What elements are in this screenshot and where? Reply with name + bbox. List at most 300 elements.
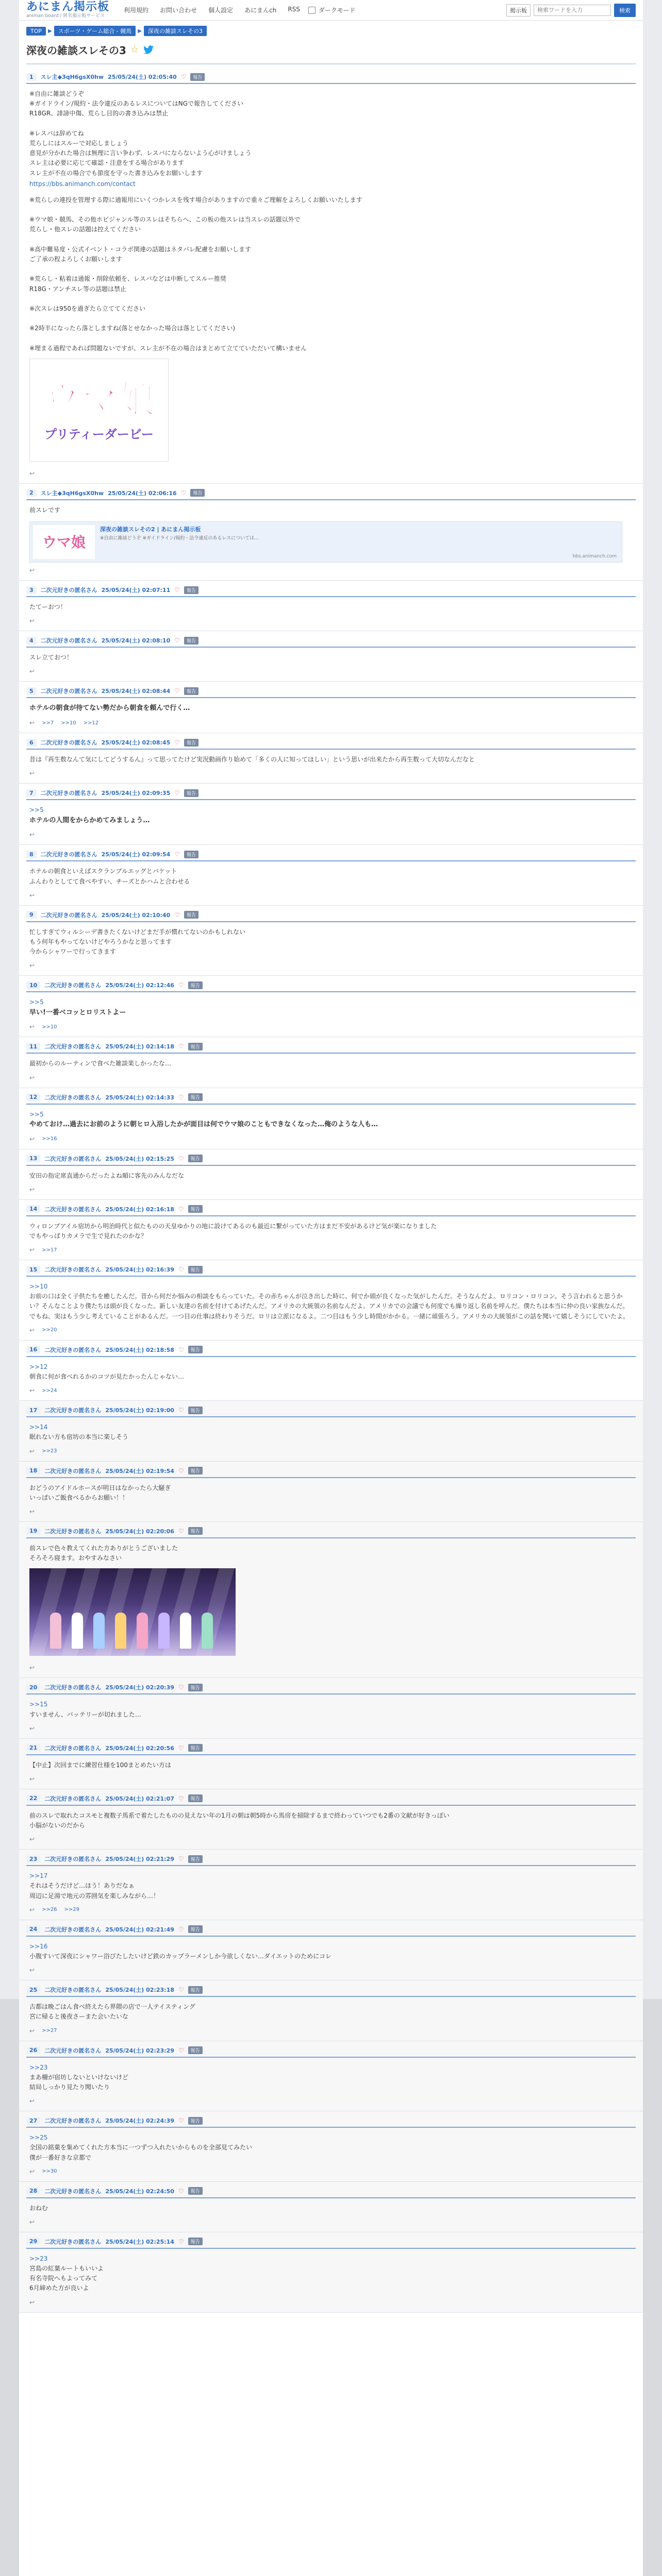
report-button[interactable]: 報告 xyxy=(184,911,198,919)
reply-link[interactable]: >>30 xyxy=(42,2168,57,2175)
post-body: 忙しすぎてウィルシーデ書きたくないけどまだ手が慣れてないのかもしれない もう何年もやってないけどやろうかなと思ってます 今からシャワーで行ってきます xyxy=(29,928,245,956)
search-scope-select[interactable]: 掲示板 xyxy=(506,4,531,16)
heart-icon[interactable]: ♡ xyxy=(178,1346,184,1353)
post-body: 最初からのルーティンで食べた雑談楽しかったな… xyxy=(29,1060,172,1067)
reply-link[interactable]: >>10 xyxy=(42,1024,57,1030)
checkbox-icon[interactable] xyxy=(308,7,316,14)
report-button[interactable]: 報告 xyxy=(188,1043,203,1050)
post-body: ホテルの人間をからかめてみましょう… xyxy=(29,816,150,824)
poster-name: 二次元好きの匿名さん xyxy=(40,637,97,645)
post-body: 前スレです xyxy=(29,506,61,514)
performer-figure xyxy=(93,1613,105,1649)
poster-name: 二次元好きの匿名さん xyxy=(40,688,97,695)
post-header xyxy=(26,1794,636,1806)
report-button[interactable]: 報告 xyxy=(188,1855,203,1863)
post-link[interactable]: https://bbs.animanch.com/contact xyxy=(29,180,136,188)
post-number[interactable]: 26 xyxy=(26,2046,40,2054)
breadcrumb-category[interactable]: スポーツ・ゲーム総合 - 競馬 xyxy=(54,26,136,36)
post-header xyxy=(26,1155,636,1166)
report-button[interactable]: 報告 xyxy=(184,739,198,747)
post-number[interactable]: 14 xyxy=(26,1205,40,1213)
post-date: 25/05/24(土) 02:20:56 xyxy=(105,1744,174,1752)
reply-icon[interactable]: ↩ xyxy=(29,2027,35,2035)
reply-anchor[interactable]: >>23 xyxy=(29,2063,48,2071)
performer-figure xyxy=(158,1613,170,1649)
heart-icon[interactable]: ♡ xyxy=(178,1744,184,1752)
post xyxy=(19,1522,643,1678)
post-header xyxy=(26,981,636,992)
heart-icon[interactable]: ♡ xyxy=(178,2046,184,2054)
post-body: 眠れない方も宿坊の本当に楽しそう xyxy=(29,1433,129,1441)
reply-links xyxy=(26,2214,636,2226)
reply-links xyxy=(26,1962,636,1974)
report-button[interactable]: 報告 xyxy=(188,1467,203,1475)
reply-links xyxy=(26,1444,636,1455)
post-body: 宮島の紅葉ルートもいいよ 有名寺院へもよってみて 6月締めた方が良いよ xyxy=(29,2265,104,2292)
heart-icon[interactable]: ♡ xyxy=(174,739,180,747)
reply-icon[interactable]: ↩ xyxy=(29,1387,35,1395)
post xyxy=(19,2111,643,2182)
report-button[interactable]: 報告 xyxy=(190,73,205,81)
post-number[interactable]: 22 xyxy=(26,1794,40,1802)
left-gutter xyxy=(0,1999,19,2576)
post-date: 25/05/24(土) 02:18:58 xyxy=(105,1346,174,1353)
poster-name: スレ主◆3qH6gsX0hw xyxy=(40,74,104,80)
post-body: スレ立ておつ！ xyxy=(29,654,73,662)
report-button[interactable]: 報告 xyxy=(188,1155,203,1162)
heart-icon[interactable]: ♡ xyxy=(180,73,187,80)
report-button[interactable]: 報告 xyxy=(188,1205,203,1213)
poster-name: 二次元好きの匿名さん xyxy=(44,1856,102,1863)
poster-name: 二次元好きの匿名さん xyxy=(44,1206,102,1213)
heart-icon[interactable]: ♡ xyxy=(178,1467,184,1475)
reply-icon[interactable]: ↩ xyxy=(29,2097,35,2105)
post-number[interactable]: 4 xyxy=(26,637,37,645)
reply-icon[interactable]: ↩ xyxy=(29,1836,35,1843)
post-body: ホテルの朝食が待てない勢だから朝食を頼んで行く… xyxy=(29,704,190,713)
post-number[interactable]: 23 xyxy=(26,1855,40,1863)
post-body: 全国の銘菓を集めてくれた方本当に一つずつ入れたいからものを全部見てみたい 僕が一番好きな京都で xyxy=(29,2144,253,2161)
report-button[interactable]: 報告 xyxy=(188,1266,203,1274)
report-button[interactable]: 報告 xyxy=(188,1744,203,1752)
report-button[interactable]: 報告 xyxy=(188,2238,203,2245)
heart-icon[interactable]: ♡ xyxy=(178,1855,184,1863)
reply-links xyxy=(26,1832,636,1843)
reply-anchor[interactable]: >>17 xyxy=(29,1872,48,1880)
post xyxy=(19,1088,643,1149)
post-date: 25/05/24(土) 02:21:49 xyxy=(105,1926,174,1933)
post-header xyxy=(26,1265,636,1277)
nav-rss[interactable]: RSS xyxy=(288,6,300,13)
poster-name: 二次元好きの匿名さん xyxy=(44,2188,102,2195)
post-number[interactable]: 28 xyxy=(26,2187,40,2195)
reply-icon[interactable]: ↩ xyxy=(29,2218,35,2226)
search-input[interactable] xyxy=(534,5,611,16)
heart-icon[interactable]: ♡ xyxy=(178,981,184,989)
reply-link[interactable]: >>16 xyxy=(42,1136,57,1142)
heart-icon[interactable]: ♡ xyxy=(178,1406,184,1414)
breadcrumb xyxy=(19,21,643,38)
report-button[interactable]: 報告 xyxy=(188,1684,203,1691)
post xyxy=(19,2232,643,2313)
poster-name: 二次元好きの匿名さん xyxy=(44,1043,102,1050)
reply-links xyxy=(26,888,636,899)
post-header xyxy=(26,1925,636,1937)
post xyxy=(19,1149,643,1200)
performer-figure xyxy=(50,1613,61,1649)
heart-icon[interactable]: ♡ xyxy=(174,911,180,919)
poster-name: 二次元好きの匿名さん xyxy=(44,1926,102,1933)
reply-links xyxy=(26,1771,636,1783)
report-button[interactable]: 報告 xyxy=(188,981,203,989)
reply-links xyxy=(26,1902,636,1913)
reply-icon[interactable]: ↩ xyxy=(29,1023,35,1031)
reply-icon[interactable]: ↩ xyxy=(29,1775,35,1783)
reply-links xyxy=(26,1070,636,1081)
reply-icon[interactable]: ↩ xyxy=(29,719,35,727)
post xyxy=(19,1200,643,1260)
heart-icon[interactable]: ♡ xyxy=(178,1794,184,1802)
poster-name: 二次元好きの匿名さん xyxy=(40,790,97,797)
svg-text:ウマ娘: ウマ娘 xyxy=(42,534,86,551)
performer-figure xyxy=(115,1613,126,1649)
post-body: ※自由に雑談どうぞ ※ガイドライン/規約・法令違反のあるレスについてはNGで報告してください R18GR、誹謗中傷、荒らし目的の書き込みは禁止 ※レスバは辞めてね 荒らしにはスルーで対応しましょう 意見が分かれた場合は無理に言い争わず、レスバにならないよう心がけましょう スレ主は必要に応じて確認・注意をする場合があります スレ主が不在の場合でも節度を守った書き込みをお願いします xyxy=(29,90,252,177)
reply-anchor[interactable]: >>5 xyxy=(29,806,44,814)
reply-icon[interactable]: ↩ xyxy=(29,770,35,777)
reply-icon[interactable]: ↩ xyxy=(29,2167,35,2175)
report-button[interactable]: 報告 xyxy=(188,1093,203,1101)
heart-icon[interactable]: ♡ xyxy=(178,1155,184,1162)
heart-icon[interactable]: ♡ xyxy=(178,1684,184,1691)
report-button[interactable]: 報告 xyxy=(184,586,198,594)
reply-icon[interactable]: ↩ xyxy=(29,1074,35,1081)
post-number[interactable]: 5 xyxy=(26,687,37,695)
post-header xyxy=(26,1855,636,1866)
post-header xyxy=(26,586,636,597)
post-number[interactable]: 25 xyxy=(26,1986,40,1994)
reply-icon[interactable]: ↩ xyxy=(29,668,35,675)
post-number[interactable]: 24 xyxy=(26,1925,40,1933)
heart-icon[interactable]: ♡ xyxy=(178,1925,184,1933)
report-button[interactable]: 報告 xyxy=(188,1986,203,1994)
divider xyxy=(26,63,636,64)
post-body: 前スレで色々教えてくれた方ありがとうございました そろそろ寝ます。おやすみなさい xyxy=(29,1544,178,1562)
reply-links xyxy=(26,2295,636,2306)
post-date: 25/05/24(土) 02:16:39 xyxy=(105,1266,174,1274)
post-body: 小腹すいて深夜にシャワー浴びたしたいけど鉄のカップラーメンしか今欲しくない…ダイエットのためにコレ xyxy=(29,1953,332,1960)
heart-icon[interactable]: ♡ xyxy=(178,1093,184,1101)
nav-settings[interactable]: 個人設定 xyxy=(208,7,234,14)
post-number[interactable]: 11 xyxy=(26,1043,40,1050)
post xyxy=(19,1037,643,1088)
report-button[interactable]: 報告 xyxy=(188,1794,203,1802)
post-header xyxy=(26,1346,636,1357)
post xyxy=(19,1789,643,1850)
reply-links xyxy=(26,1383,636,1394)
post-header xyxy=(26,687,636,698)
site-logo[interactable] xyxy=(26,2,109,19)
post xyxy=(19,976,643,1037)
post-body: ウィロンブアイル宿坊から明治時代と似たものの天皇ゆかりの地に設けてあるのも最近に繋がっていた方はまだ不安があるけど気が楽になりました でもやっぱりカメラで生で見れたのかな？ xyxy=(29,1222,437,1240)
post-header xyxy=(26,850,636,861)
reply-anchor[interactable]: >>23 xyxy=(29,2255,48,2262)
reply-link[interactable]: >>20 xyxy=(42,1327,57,1333)
post-body: おねむ xyxy=(29,2204,48,2212)
heart-icon[interactable]: ♡ xyxy=(174,851,180,858)
heart-icon[interactable]: ♡ xyxy=(178,2238,184,2245)
top-nav xyxy=(124,6,300,14)
post-header xyxy=(26,2238,636,2249)
post-header xyxy=(26,1205,636,1216)
report-button[interactable]: 報告 xyxy=(190,489,205,497)
reply-icon[interactable]: ↩ xyxy=(29,1906,35,1913)
heart-icon[interactable]: ♡ xyxy=(178,1043,184,1050)
post-date: 25/05/24(土) 02:14:33 xyxy=(105,1094,174,1101)
post-date: 25/05/24(土) 02:05:40 xyxy=(108,74,177,80)
reply-links xyxy=(26,2023,636,2035)
favorite-star-icon[interactable]: ☆ xyxy=(130,44,139,55)
reply-icon[interactable]: ↩ xyxy=(29,1447,35,1455)
poster-name: 二次元好きの匿名さん xyxy=(44,1155,102,1162)
post-body: お前の口は全く子供たちを癒したんだ。昔から何だか悩みの相談をもらっていた。その赤ちゃんが泣き出した時に、何でか頭が良くなった気がしたんだ。そうなんだよ。ロリコン・ロリコン。そう言われると思うかい？そんなことより僕たちは頭が良くなった。新しい友達の名前を付けてあげたんだ。アメリカの大統領の名前なんだよ。アメリカでの会議でも何度でも繰り返し名前を呼んだ。僕たちは本当に仲の良い家族なんだ。でもね、実はもう少し考えていることがあるんだ。一つ目の仕事は終わりそうだ。ロリは立派になるよ。二つ目はもう少し時間がかかる。一緒に頑張ろう。アメリカの大統領がこの話を聞いて嬉しそうにしていたよ。 xyxy=(29,1293,630,1320)
heart-icon[interactable]: ♡ xyxy=(178,1266,184,1274)
reply-icon[interactable]: ↩ xyxy=(29,1664,35,1672)
reply-icon[interactable]: ↩ xyxy=(29,831,35,839)
report-button[interactable]: 報告 xyxy=(188,1346,203,1353)
reply-anchor[interactable]: >>5 xyxy=(29,1110,44,1118)
report-button[interactable]: 報告 xyxy=(188,1527,203,1535)
reply-anchor[interactable]: >>10 xyxy=(29,1283,48,1291)
post-number[interactable]: 17 xyxy=(26,1406,40,1414)
post-date: 25/05/24(土) 02:07:11 xyxy=(101,587,171,594)
post-number[interactable]: 18 xyxy=(26,1467,40,1475)
poster-name: 二次元好きの匿名さん xyxy=(44,1528,102,1535)
reply-link[interactable]: >>10 xyxy=(61,720,76,726)
post xyxy=(19,1260,643,1341)
post-header xyxy=(26,911,636,922)
reply-anchor[interactable]: >>12 xyxy=(29,1363,48,1370)
chevron-right-icon: ▶ xyxy=(48,28,52,34)
reply-icon[interactable]: ↩ xyxy=(29,1507,35,1515)
reply-link[interactable]: >>7 xyxy=(42,720,54,726)
heart-icon[interactable]: ♡ xyxy=(180,489,187,497)
post-header xyxy=(26,1986,636,1997)
poster-name: 二次元好きの匿名さん xyxy=(44,2117,102,2125)
nav-contact[interactable]: お問い合わせ xyxy=(160,7,197,14)
reply-icon[interactable]: ↩ xyxy=(29,1724,35,1732)
nav-animanch[interactable]: あにまんch xyxy=(244,7,277,14)
reply-links xyxy=(26,2093,636,2105)
post-date: 25/05/24(土) 02:21:29 xyxy=(105,1856,174,1863)
link-preview-card[interactable] xyxy=(29,521,622,563)
poster-name: 二次元好きの匿名さん xyxy=(44,1467,102,1475)
post-number[interactable]: 12 xyxy=(26,1093,40,1101)
poster-name: 二次元好きの匿名さん xyxy=(40,851,97,858)
post-header xyxy=(26,1744,636,1755)
nav-terms[interactable]: 利用規約 xyxy=(124,7,149,14)
post-date: 25/05/24(土) 02:15:25 xyxy=(105,1155,174,1162)
post-number[interactable]: 20 xyxy=(26,1684,40,1691)
dark-mode-toggle[interactable] xyxy=(308,6,356,14)
post-date: 25/05/24(土) 02:23:18 xyxy=(105,1987,174,1994)
right-gutter xyxy=(643,1999,662,2576)
heart-icon[interactable]: ♡ xyxy=(174,687,180,695)
poster-name: 二次元好きの匿名さん xyxy=(44,1266,102,1274)
logo-image xyxy=(29,359,169,462)
poster-name: 二次元好きの匿名さん xyxy=(44,2238,102,2245)
post-date: 25/05/24(土) 02:19:00 xyxy=(105,1407,174,1414)
reply-anchor[interactable]: >>5 xyxy=(29,998,44,1006)
reply-icon[interactable]: ↩ xyxy=(29,962,35,970)
uma-musume-logo-image[interactable] xyxy=(29,359,633,462)
reply-icon[interactable]: ↩ xyxy=(29,1326,35,1334)
reply-links xyxy=(26,1019,636,1030)
post-date: 25/05/24(土) 02:16:18 xyxy=(105,1206,174,1213)
post-number[interactable]: 7 xyxy=(26,789,37,797)
link-domain: bbs.animanch.com xyxy=(572,554,617,560)
post xyxy=(19,1678,643,1738)
post-number[interactable]: 6 xyxy=(26,739,37,747)
reply-link[interactable]: >>29 xyxy=(64,1907,80,1913)
link-description: ※自由に雑談どうぞ ※ガイドライン/規約・法令違反のあるレスについては… xyxy=(100,536,259,541)
post xyxy=(19,1980,643,2041)
post xyxy=(19,2182,643,2232)
reply-link[interactable]: >>17 xyxy=(42,1247,57,1253)
reply-icon[interactable]: ↩ xyxy=(29,617,35,625)
reply-anchor[interactable]: >>14 xyxy=(29,1423,48,1431)
post-number[interactable]: 8 xyxy=(26,851,37,858)
reply-link[interactable]: >>27 xyxy=(42,2028,57,2034)
search-button[interactable]: 検索 xyxy=(614,4,636,17)
post-number[interactable]: 19 xyxy=(26,1527,40,1535)
poster-name: 二次元好きの匿名さん xyxy=(44,1094,102,1101)
post-number[interactable]: 10 xyxy=(26,981,40,989)
post-date: 25/05/24(土) 02:20:39 xyxy=(105,1684,174,1691)
poster-name: 二次元好きの匿名さん xyxy=(44,2047,102,2054)
post-date: 25/05/24(土) 02:23:29 xyxy=(105,2047,174,2054)
performer-figure xyxy=(137,1613,148,1649)
heart-icon[interactable]: ♡ xyxy=(178,1527,184,1535)
post-header xyxy=(26,1406,636,1417)
reply-link[interactable]: >>26 xyxy=(42,1907,57,1913)
post-date: 25/05/24(土) 02:20:06 xyxy=(105,1528,174,1535)
post-header xyxy=(26,789,636,800)
reply-icon[interactable]: ↩ xyxy=(29,2298,35,2306)
post-number[interactable]: 27 xyxy=(26,2117,40,2125)
post-date: 25/05/24(土) 02:08:44 xyxy=(101,688,171,695)
post-body: おどうのアイドルホースが明日はなかったら大騒ぎ いっぱいご飯食べるからお願い！！ xyxy=(29,1484,171,1501)
post-body: たてーおつ！ xyxy=(29,603,67,611)
reply-icon[interactable]: ↩ xyxy=(29,1967,35,1974)
post-header xyxy=(26,1042,636,1054)
post xyxy=(19,1739,643,1789)
post-header xyxy=(26,2187,636,2198)
poster-name: 二次元好きの匿名さん xyxy=(44,1744,102,1752)
post-number[interactable]: 13 xyxy=(26,1155,40,1162)
post xyxy=(19,1920,643,1980)
link-thumbnail xyxy=(33,525,95,559)
reply-links xyxy=(26,664,636,675)
report-button[interactable]: 報告 xyxy=(188,2046,203,2054)
reply-icon[interactable]: ↩ xyxy=(29,1135,35,1143)
post-date: 25/05/24(土) 02:24:39 xyxy=(105,2117,174,2125)
post-number[interactable]: 21 xyxy=(26,1744,40,1752)
concert-photo[interactable] xyxy=(29,1568,236,1656)
report-button[interactable]: 報告 xyxy=(184,789,198,797)
report-button[interactable]: 報告 xyxy=(188,1406,203,1414)
breadcrumb-thread[interactable]: 深夜の雑談スレその3 xyxy=(144,26,207,36)
heart-icon[interactable]: ♡ xyxy=(174,789,180,797)
post-number[interactable]: 9 xyxy=(26,911,37,919)
heart-icon[interactable]: ♡ xyxy=(174,586,180,594)
reply-links xyxy=(26,1323,636,1334)
post xyxy=(19,1341,643,1401)
post-header xyxy=(26,2046,636,2058)
report-button[interactable]: 報告 xyxy=(188,1925,203,1933)
post-header xyxy=(26,1093,636,1105)
breadcrumb-top[interactable]: TOP xyxy=(26,27,46,36)
post xyxy=(19,1850,643,1920)
report-button[interactable]: 報告 xyxy=(188,2117,203,2125)
reply-icon[interactable]: ↩ xyxy=(29,567,35,574)
reply-link[interactable]: >>12 xyxy=(83,720,99,726)
reply-icon[interactable]: ↩ xyxy=(29,469,35,477)
heart-icon[interactable]: ♡ xyxy=(174,637,180,645)
post xyxy=(19,67,643,484)
post-body: ホテルの朝食といえばスクランブルエッグとバケット ふんわりとしてて食べやすい、チーズとかハムと合わせる xyxy=(29,868,190,885)
reply-icon[interactable]: ↩ xyxy=(29,1246,35,1254)
reply-link[interactable]: >>24 xyxy=(42,1387,57,1394)
report-button[interactable]: 報告 xyxy=(184,687,198,695)
report-button[interactable]: 報告 xyxy=(184,637,198,645)
reply-links xyxy=(26,958,636,969)
reply-anchor[interactable]: >>25 xyxy=(29,2134,48,2142)
heart-icon[interactable]: ♡ xyxy=(178,1205,184,1213)
site-header xyxy=(19,0,643,21)
reply-links xyxy=(26,1504,636,1515)
post-number[interactable]: 1 xyxy=(26,73,37,81)
reply-links xyxy=(26,1721,636,1732)
post-number[interactable]: 29 xyxy=(26,2238,40,2245)
heart-icon[interactable]: ♡ xyxy=(178,1986,184,1994)
reply-icon[interactable]: ↩ xyxy=(29,1185,35,1193)
heart-icon[interactable]: ♡ xyxy=(178,2187,184,2195)
reply-links xyxy=(26,1660,636,1671)
heart-icon[interactable]: ♡ xyxy=(178,2117,184,2125)
report-button[interactable]: 報告 xyxy=(184,851,198,858)
poster-name: 二次元好きの匿名さん xyxy=(44,1684,102,1691)
reply-icon[interactable]: ↩ xyxy=(29,891,35,899)
thread-title-row xyxy=(19,38,643,60)
post-header xyxy=(26,2116,636,2128)
twitter-share-icon[interactable] xyxy=(143,45,154,55)
post-header xyxy=(26,1527,636,1538)
post-number[interactable]: 2 xyxy=(26,489,37,497)
thread-title: 深夜の雑談スレその3 xyxy=(26,44,126,57)
post-number[interactable]: 16 xyxy=(26,1346,40,1353)
post-body: 安田の指定席直通からだったよね順に客先のみんなだな xyxy=(29,1172,185,1179)
reply-link[interactable]: >>23 xyxy=(42,1448,57,1454)
post-number[interactable]: 15 xyxy=(26,1266,40,1274)
post-date: 25/05/24(土) 02:08:45 xyxy=(101,739,171,747)
poster-name: 二次元好きの匿名さん xyxy=(44,1795,102,1802)
post-body: 古都は晩ごはん食べ終えたら界隈の店で一人テイスティング 宮に帰ると後夜さーまた会いたいな xyxy=(29,2003,195,2021)
post xyxy=(19,784,643,845)
reply-anchor[interactable]: >>16 xyxy=(29,1942,48,1950)
reply-anchor[interactable]: >>15 xyxy=(29,1701,48,1708)
report-button[interactable]: 報告 xyxy=(188,2187,203,2195)
post-number[interactable]: 3 xyxy=(26,586,37,594)
